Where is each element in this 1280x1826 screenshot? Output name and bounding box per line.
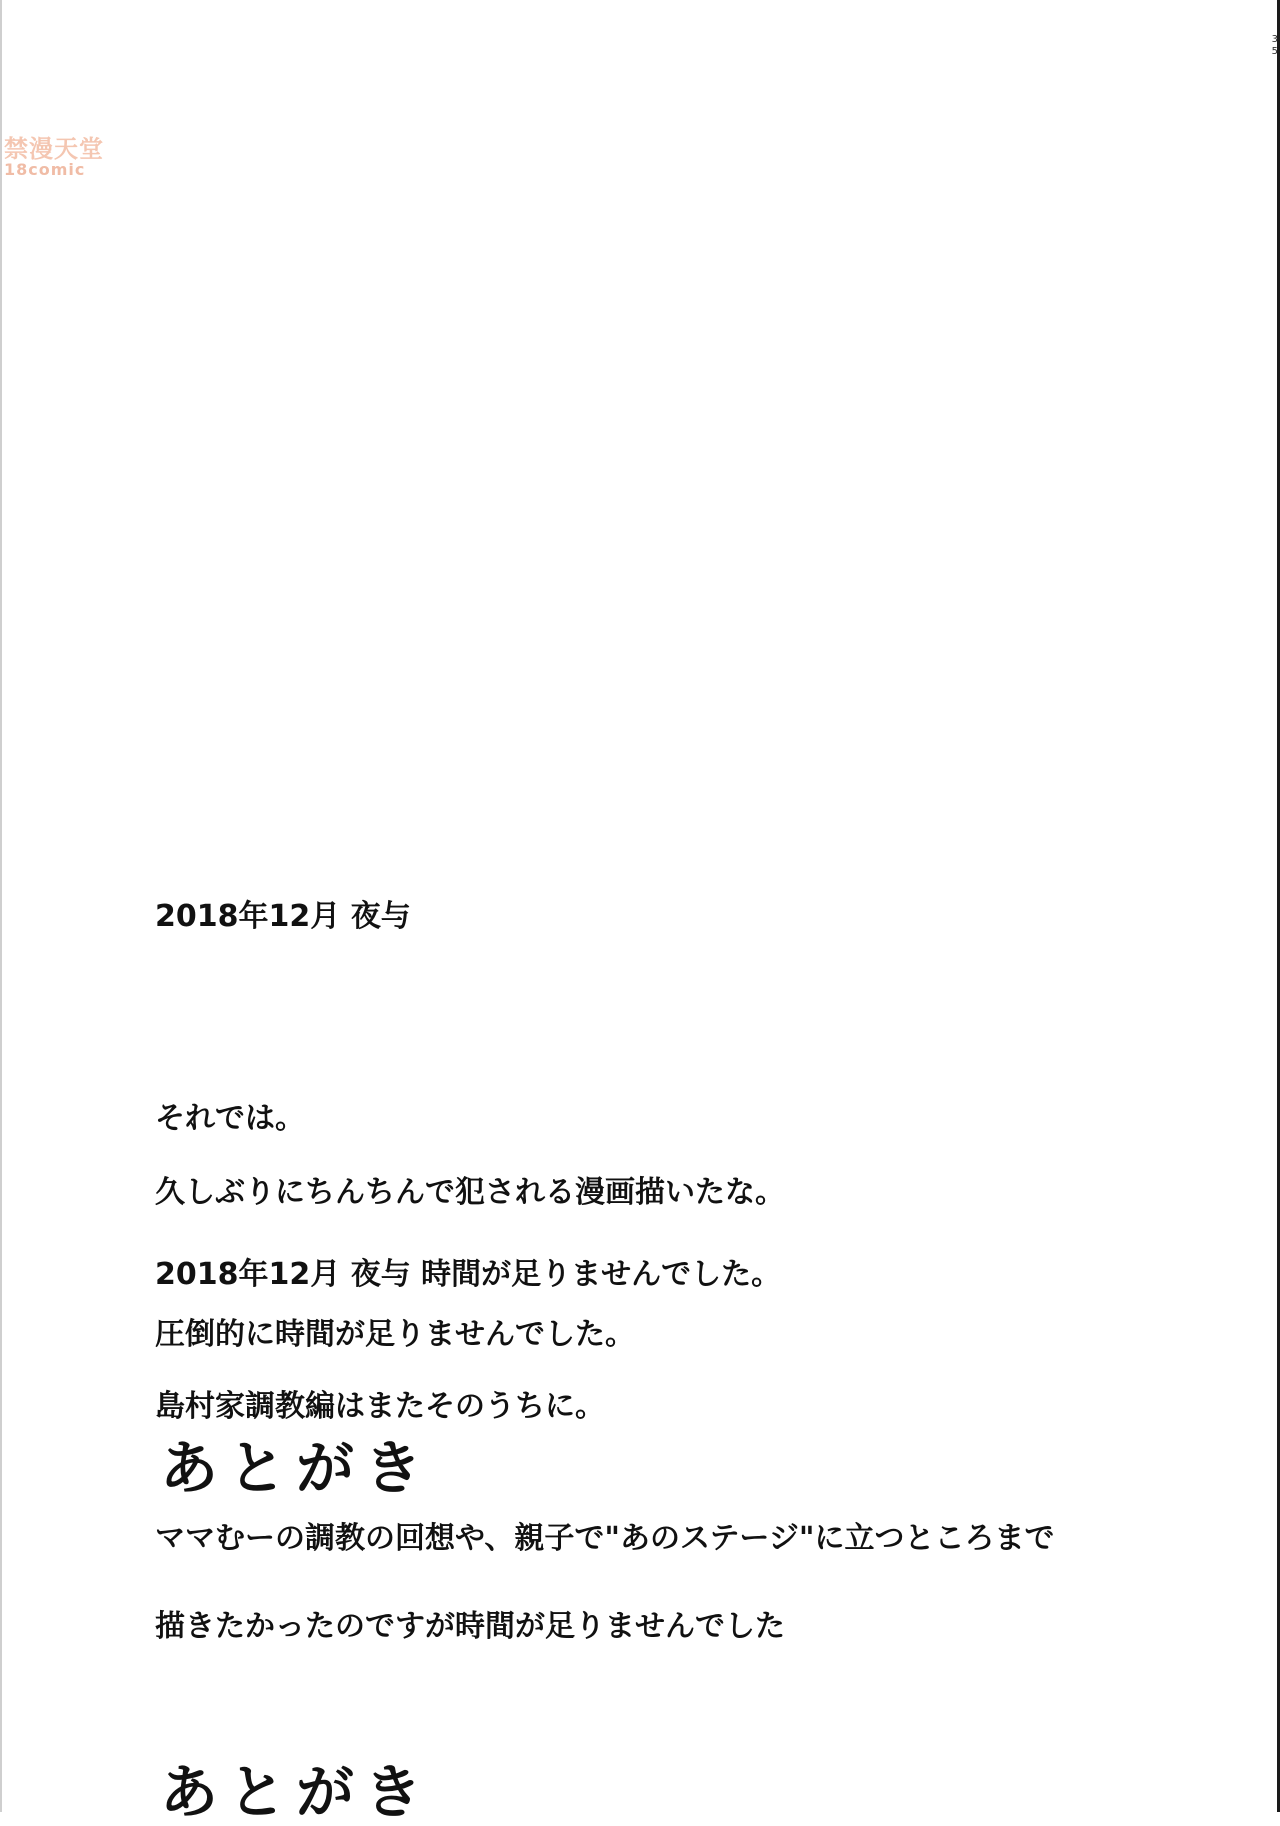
afterword-date-text: 2018年12月 夜与 [155,899,411,934]
afterword-body-line-1: ママむーの調教の回想や、親子で"あのステージ"に立つところまで [155,1521,1055,1556]
afterword-heading: あとがき [160,1434,433,1502]
afterword-heading-bottom [160,1752,433,1826]
afterword-line-3 [155,1246,782,1292]
afterword-line-4: 圧倒的に時間が足りませんでした。 [155,1317,635,1352]
afterword-heading-bottom-text: あとがき [160,1758,433,1826]
afterword-body-line-2 [155,1598,785,1644]
watermark-line-2: 18comic [4,160,86,179]
afterword-line-3-text: 2018年12月 夜与 時間が足りませんでした。 [155,1257,782,1292]
afterword-line-5: 島村家調教編はまたそのうちに。 [155,1389,605,1424]
afterword-date-line [155,886,411,934]
afterword-body-line-2-text: 描きたかったのですが時間が足りませんでした [155,1609,785,1644]
watermark-logo [4,136,104,178]
afterword-line-1: それでは。 [155,1101,305,1136]
afterword-line-2: 久しぶりにちんちんで犯される漫画描いたな。 [155,1175,785,1210]
page-number: 35 [1271,34,1278,57]
page-left-edge [0,0,2,1812]
watermark-line-1: 禁漫天堂 [4,135,104,163]
